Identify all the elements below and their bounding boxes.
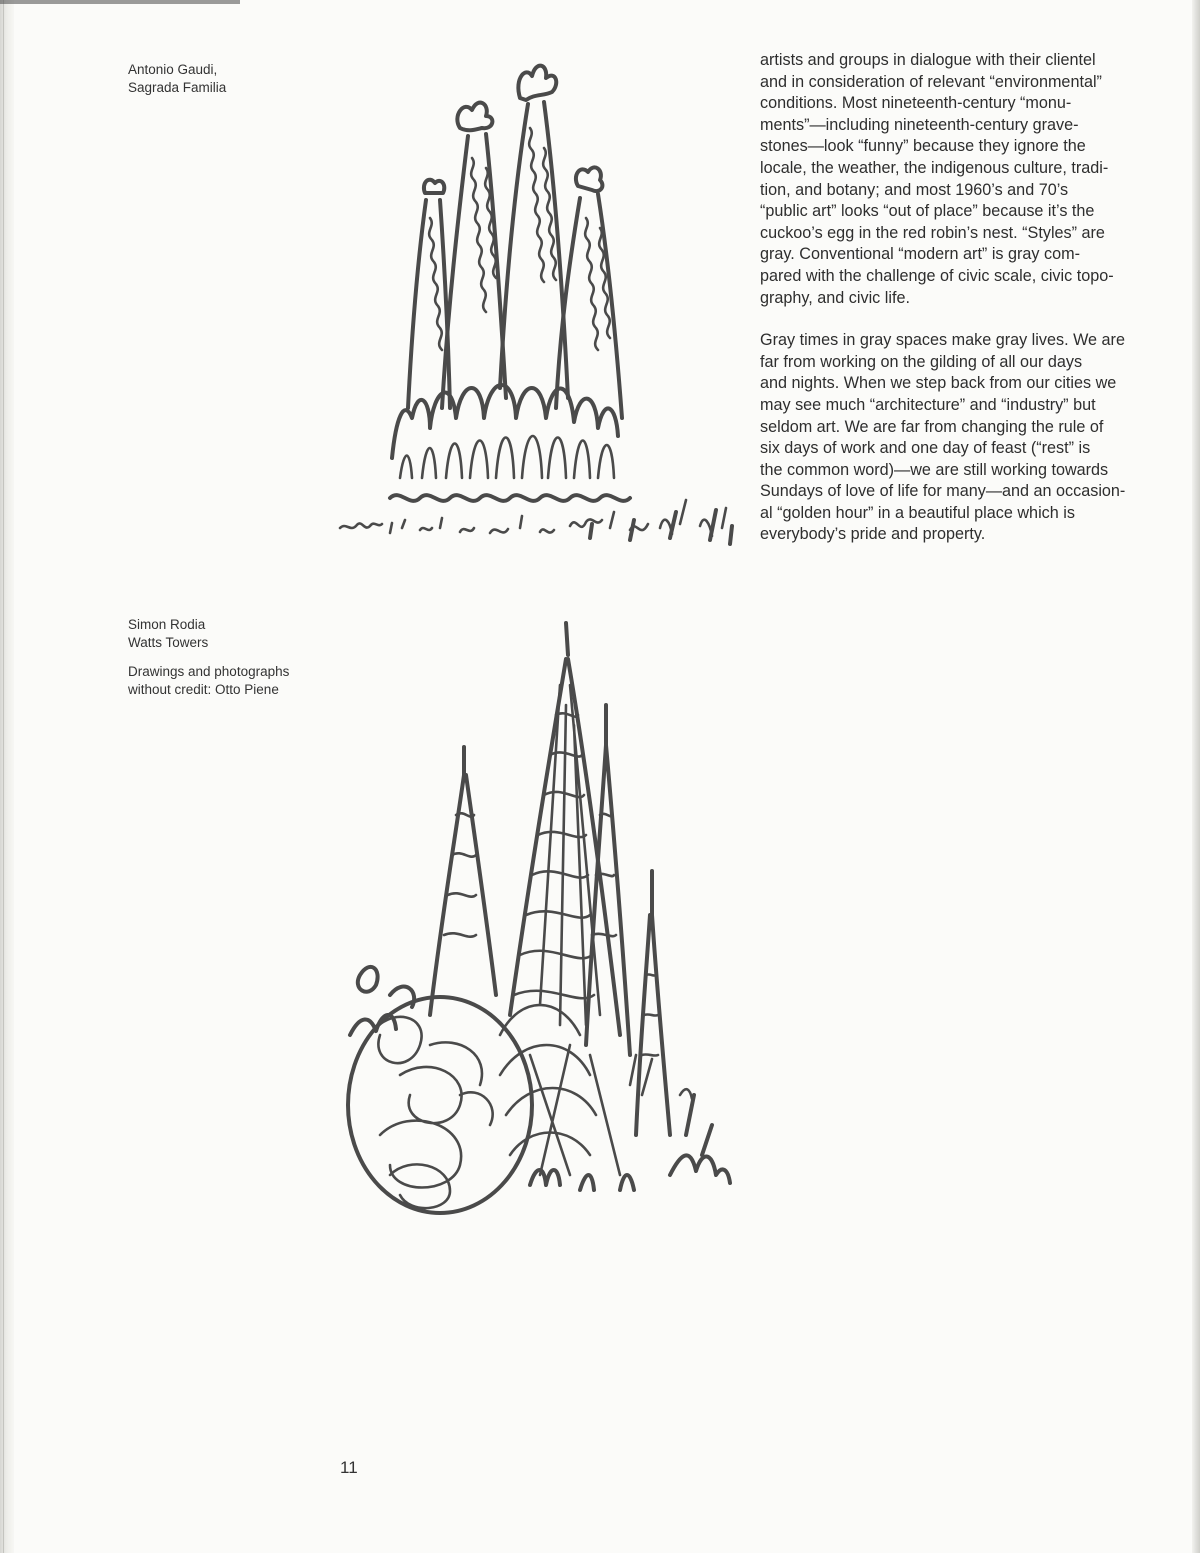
text-line: locale, the weather, the indigenous culture, tradi- [760,158,1109,177]
paragraph-1 [760,50,1165,309]
caption-line: Sagrada Familia [128,80,227,95]
text-line: Gray times in gray spaces make gray lives. We are [760,331,1125,350]
text-line: cuckoo’s egg in the red robin’s nest. “Styles” are [760,223,1105,242]
body-text [760,50,1165,567]
text-line: stones—look “funny” because they ignore the [760,137,1086,156]
watts-towers-drawing [330,615,750,1225]
caption-watts-towers [128,616,348,710]
text-line: and nights. When we step back from our cities we [760,374,1117,393]
caption-line: Simon Rodia [128,617,206,632]
text-line: conditions. Most nineteenth-century “monu- [760,94,1072,113]
page-number: 11 [340,1458,358,1477]
text-line: everybody’s pride and property. [760,525,986,544]
text-line: “public art” looks “out of place” because it’s the [760,202,1095,221]
caption-line: Watts Towers [128,635,209,650]
text-line: six days of work and one day of feast (“rest” is [760,439,1091,458]
text-line: graphy, and civic life. [760,288,910,307]
text-line: tion, and botany; and most 1960’s and 70’s [760,180,1069,199]
caption-line: Antonio Gaudi, [128,62,218,77]
text-line: and in consideration of relevant “environmental” [760,72,1102,91]
sagrada-familia-drawing [330,58,750,568]
text-line: the common word)—we are still working towards [760,460,1109,479]
caption-sagrada-familia [128,61,348,108]
text-line: pared with the challenge of civic scale, civic topo- [760,266,1114,285]
text-line: seldom art. We are far from changing the rule of [760,417,1104,436]
photo-credit [128,663,348,699]
paragraph-2 [760,330,1165,546]
top-rule [0,0,240,4]
page-binding-edge [0,0,14,1553]
text-line: artists and groups in dialogue with their clientel [760,51,1096,69]
credit-line: without credit: Otto Piene [128,682,279,697]
text-line: Sundays of love of life for many—and an occasion- [760,482,1126,501]
credit-line: Drawings and photographs [128,664,290,679]
text-line: gray. Conventional “modern art” is gray com- [760,245,1080,264]
text-line: al “golden hour” in a beautiful place which is [760,503,1075,522]
text-line: ments”—including nineteenth-century grave- [760,115,1079,134]
text-line: may see much “architecture” and “industry” but [760,395,1096,414]
text-line: far from working on the gilding of all our days [760,352,1083,371]
page-right-edge [1192,0,1200,1553]
